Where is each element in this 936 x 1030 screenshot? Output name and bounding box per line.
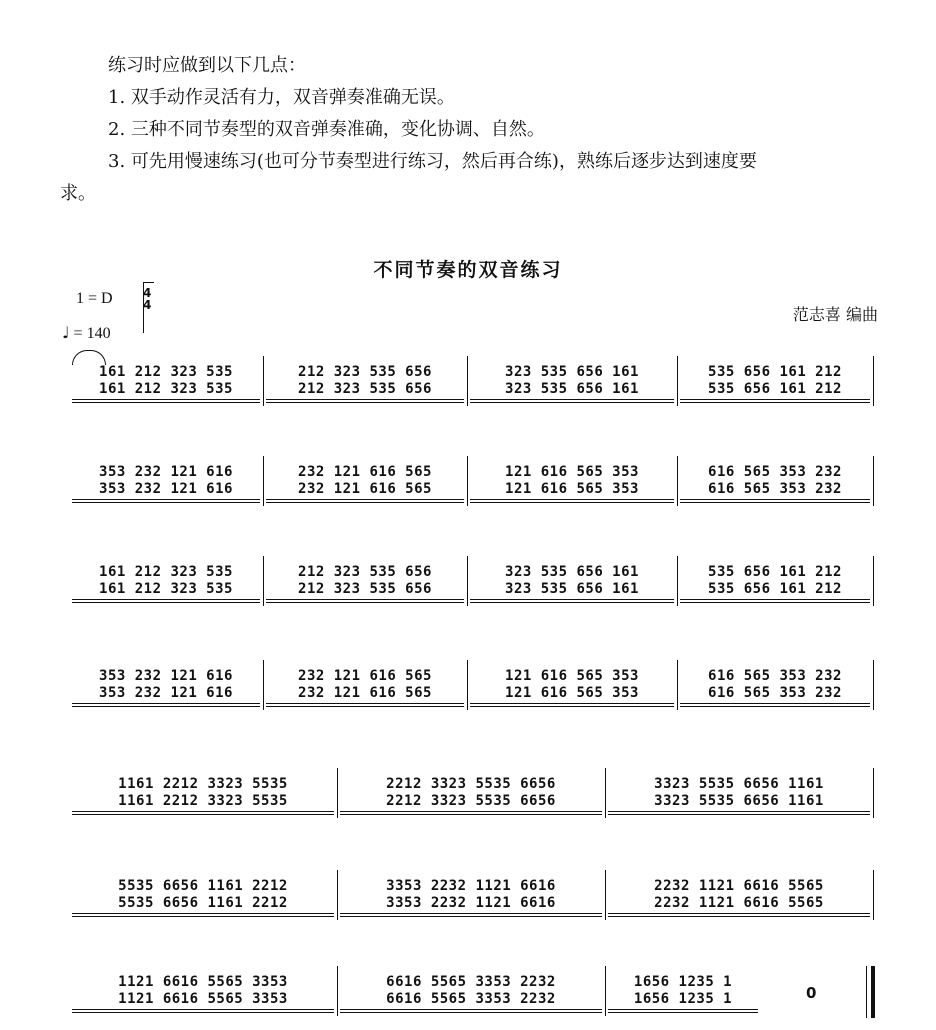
measure <box>70 666 262 710</box>
intro-item-3: 3. 可先用慢速练习(也可分节奏型进行练习，然后再合练)，熟练后逐步达到速度要 <box>108 151 757 172</box>
lower-voice: 161 212 323 535 <box>99 381 233 397</box>
measure <box>70 876 336 920</box>
lower-voice: 121 616 565 353 <box>505 685 639 701</box>
lower-voice: 6616 5565 3353 2232 <box>386 991 556 1007</box>
beam-line <box>680 703 870 704</box>
beam-line <box>340 1012 602 1013</box>
upper-voice: 353 232 121 616 <box>99 668 233 684</box>
upper-voice: 1161 2212 3323 5535 <box>118 776 288 792</box>
score-system <box>0 362 936 406</box>
beam-line <box>680 602 870 603</box>
intro-text <box>60 50 880 210</box>
beam-line <box>72 502 260 503</box>
beam-line <box>608 1012 758 1013</box>
barline <box>873 870 874 920</box>
measure <box>338 876 604 920</box>
beam-line <box>680 399 870 400</box>
beam-line <box>470 499 674 500</box>
beam-line <box>680 706 870 707</box>
upper-voice: 3353 2232 1121 6616 <box>386 878 556 894</box>
beam-line <box>470 703 674 704</box>
beam-line <box>72 1009 334 1010</box>
lower-voice: 1161 2212 3323 5535 <box>118 793 288 809</box>
beam-line <box>340 814 602 815</box>
upper-voice: 161 212 323 535 <box>99 364 233 380</box>
lower-voice: 535 656 161 212 <box>708 381 842 397</box>
upper-voice: 2232 1121 6616 5565 <box>654 878 824 894</box>
upper-voice: 232 121 616 565 <box>298 464 432 480</box>
barline <box>873 768 874 818</box>
lower-voice: 121 616 565 353 <box>505 481 639 497</box>
beam-line <box>72 1012 334 1013</box>
score-system <box>0 972 936 1016</box>
beam-line <box>470 402 674 403</box>
beam-line <box>470 599 674 600</box>
lower-voice: 353 232 121 616 <box>99 481 233 497</box>
beam-line <box>266 402 464 403</box>
beam-line <box>608 916 870 917</box>
final-rest: 0 <box>806 984 817 1002</box>
quarter-note-icon: ♩ <box>62 323 70 342</box>
beam-line <box>340 916 602 917</box>
measure <box>606 774 872 818</box>
key-signature: 1 = D <box>76 290 113 307</box>
lower-voice: 5535 6656 1161 2212 <box>118 895 288 911</box>
beam-line <box>266 502 464 503</box>
beam-line <box>340 913 602 914</box>
upper-voice: 1656 1235 1 <box>633 974 733 990</box>
lower-voice: 1121 6616 5565 3353 <box>118 991 288 1007</box>
score-system <box>0 562 936 606</box>
beam-line <box>72 706 260 707</box>
beam-line <box>608 913 870 914</box>
piece-title: 不同节奏的双音练习 <box>373 259 563 281</box>
beam-line <box>470 502 674 503</box>
measure <box>338 774 604 818</box>
upper-voice: 232 121 616 565 <box>298 668 432 684</box>
beam-line <box>72 399 260 400</box>
measure <box>70 462 262 506</box>
upper-voice: 2212 3323 5535 6656 <box>386 776 556 792</box>
lower-voice: 3323 5535 6656 1161 <box>654 793 824 809</box>
beam-line <box>470 602 674 603</box>
lower-voice: 232 121 616 565 <box>298 685 432 701</box>
beam-line <box>680 502 870 503</box>
upper-voice: 1121 6616 5565 3353 <box>118 974 288 990</box>
measure <box>264 666 466 710</box>
score-system <box>0 876 936 920</box>
lower-voice: 212 323 535 656 <box>298 581 432 597</box>
beam-line <box>266 706 464 707</box>
upper-voice: 5535 6656 1161 2212 <box>118 878 288 894</box>
lower-voice: 323 535 656 161 <box>505 381 639 397</box>
beam-line <box>680 402 870 403</box>
final-barline-thick <box>871 966 875 1018</box>
measure <box>70 362 262 406</box>
beam-line <box>72 599 260 600</box>
measure <box>678 362 872 406</box>
measure <box>264 362 466 406</box>
lower-voice: 535 656 161 212 <box>708 581 842 597</box>
barline <box>873 556 874 606</box>
beam-line <box>72 402 260 403</box>
lower-voice: 161 212 323 535 <box>99 581 233 597</box>
barline <box>873 456 874 506</box>
measure <box>70 972 336 1016</box>
score-system <box>0 774 936 818</box>
lower-voice: 353 232 121 616 <box>99 685 233 701</box>
beam-line <box>608 1009 758 1010</box>
measure <box>70 562 262 606</box>
beam-line <box>340 1009 602 1010</box>
beam-line <box>72 703 260 704</box>
intro-item-2: 2. 三种不同节奏型的双音弹奏准确，变化协调、自然。 <box>108 119 545 140</box>
measure <box>70 774 336 818</box>
time-bottom: 4 <box>143 298 152 312</box>
beam-line <box>266 499 464 500</box>
upper-voice: 212 323 535 656 <box>298 564 432 580</box>
beam-line <box>680 499 870 500</box>
beam-line <box>608 814 870 815</box>
measure <box>338 972 604 1016</box>
lower-voice: 212 323 535 656 <box>298 381 432 397</box>
measure <box>468 362 676 406</box>
lower-voice: 3353 2232 1121 6616 <box>386 895 556 911</box>
beam-line <box>266 703 464 704</box>
beam-line <box>470 399 674 400</box>
measure <box>264 462 466 506</box>
measure <box>678 666 872 710</box>
beam-line <box>608 811 870 812</box>
time-signature <box>143 287 151 311</box>
lower-voice: 2232 1121 6616 5565 <box>654 895 824 911</box>
lower-voice: 616 565 353 232 <box>708 481 842 497</box>
lower-voice: 1656 1235 1 <box>633 991 733 1007</box>
intro-heading: 练习时应做到以下几点： <box>108 55 306 76</box>
upper-voice: 616 565 353 232 <box>708 668 842 684</box>
beam-line <box>72 913 334 914</box>
upper-voice: 121 616 565 353 <box>505 668 639 684</box>
measure <box>468 666 676 710</box>
intro-item-3-cont: 求。 <box>60 183 96 204</box>
measure <box>468 562 676 606</box>
beam-line <box>72 814 334 815</box>
beam-line <box>72 811 334 812</box>
intro-item-1: 1. 双手动作灵活有力，双音弹奏准确无误。 <box>108 87 455 108</box>
upper-voice: 121 616 565 353 <box>505 464 639 480</box>
lower-voice: 616 565 353 232 <box>708 685 842 701</box>
measure <box>678 562 872 606</box>
measure <box>468 462 676 506</box>
barline <box>873 356 874 406</box>
upper-voice: 616 565 353 232 <box>708 464 842 480</box>
composer: 范志喜 编曲 <box>792 305 878 324</box>
beam-line <box>72 499 260 500</box>
measure <box>606 972 760 1016</box>
upper-voice: 323 535 656 161 <box>505 364 639 380</box>
beam-line <box>266 399 464 400</box>
lower-voice: 232 121 616 565 <box>298 481 432 497</box>
upper-voice: 161 212 323 535 <box>99 564 233 580</box>
final-barline-thin <box>866 966 867 1018</box>
measure <box>606 876 872 920</box>
upper-voice: 535 656 161 212 <box>708 564 842 580</box>
beam-line <box>680 599 870 600</box>
measure <box>678 462 872 506</box>
lower-voice: 323 535 656 161 <box>505 581 639 597</box>
lower-voice: 2212 3323 5535 6656 <box>386 793 556 809</box>
upper-voice: 535 656 161 212 <box>708 364 842 380</box>
beam-line <box>470 706 674 707</box>
upper-voice: 3323 5535 6656 1161 <box>654 776 824 792</box>
barline <box>873 660 874 710</box>
score-system <box>0 666 936 710</box>
beam-line <box>266 602 464 603</box>
score-system <box>0 462 936 506</box>
upper-voice: 6616 5565 3353 2232 <box>386 974 556 990</box>
tempo-value: = 140 <box>73 325 111 342</box>
time-top: 4 <box>143 286 152 300</box>
upper-voice: 323 535 656 161 <box>505 564 639 580</box>
upper-voice: 353 232 121 616 <box>99 464 233 480</box>
beam-line <box>340 811 602 812</box>
measure <box>264 562 466 606</box>
beam-line <box>72 916 334 917</box>
upper-voice: 212 323 535 656 <box>298 364 432 380</box>
beam-line <box>72 602 260 603</box>
beam-line <box>266 599 464 600</box>
tempo-marking <box>62 323 111 343</box>
